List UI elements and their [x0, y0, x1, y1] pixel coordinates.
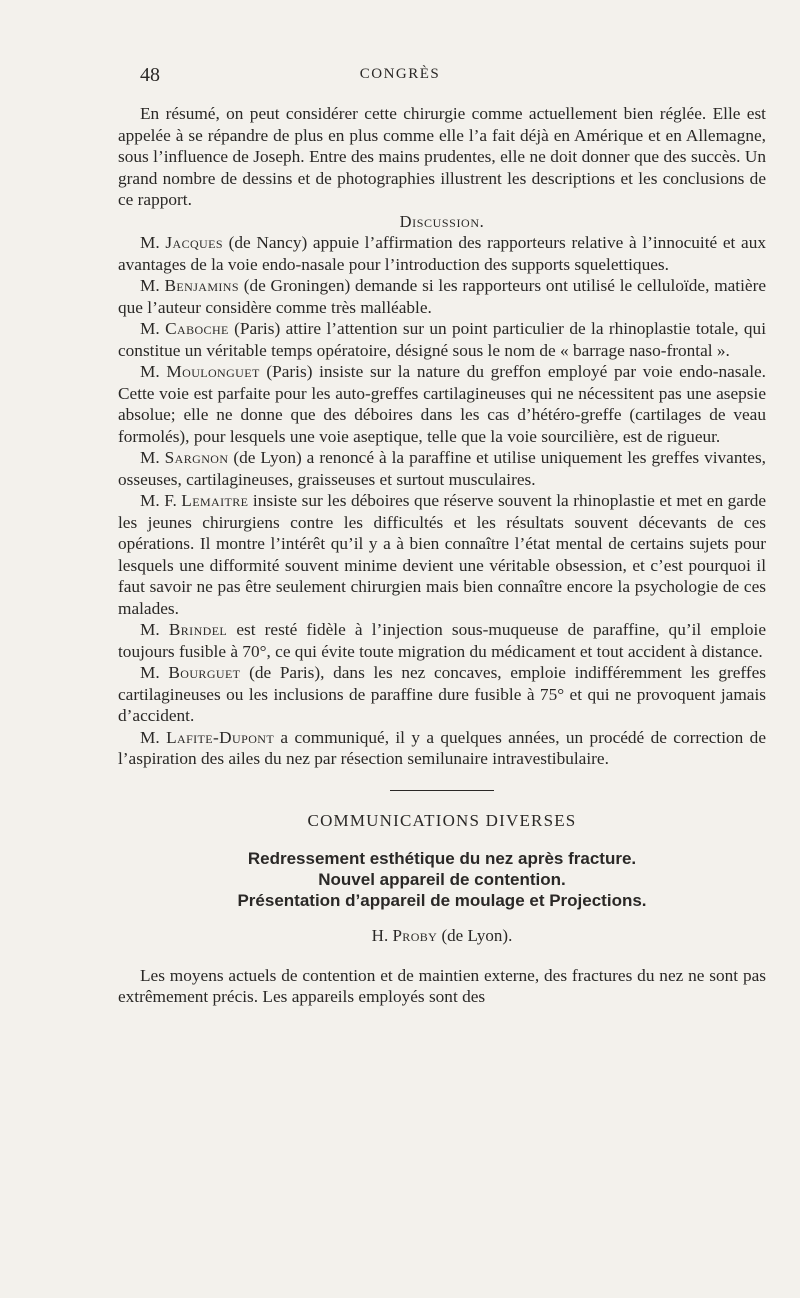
discussion-paragraph	[118, 727, 766, 770]
intro-paragraph: En résumé, on peut considérer cette chirurgie comme actuellement bien réglée. Elle est appelée à se répandre de plus en plus comme elle l’a fait déjà en Amérique et en Allemagne, sous l’influence de Joseph. Entre des mains prudentes, elle ne doit donner que des succès. Un grand nombre de dessins et de photographies illustrent les descriptions et les conclusions de ce rapport.	[118, 104, 766, 209]
discussion-paragraph	[118, 232, 766, 275]
article-author	[118, 925, 766, 947]
speaker-name: Jacques	[165, 233, 223, 252]
discussion-text: (de Lyon) a renoncé à la paraffine et utilise uniquement les greffes vivantes, osseuses, cartilagineuses, graisseuses et surtout musculaires.	[118, 448, 766, 489]
speaker-name: Moulonguet	[166, 362, 260, 381]
author-name: Proby	[392, 925, 438, 945]
discussion-paragraph	[118, 318, 766, 361]
speaker-title: M.	[140, 276, 165, 295]
discussion-paragraph	[118, 361, 766, 447]
speaker-title: M.	[140, 620, 169, 639]
discussion-paragraph	[118, 619, 766, 662]
discussion-paragraph	[118, 662, 766, 727]
speaker-title: M. F.	[140, 491, 182, 510]
article-title-line: Redressement esthétique du nez après fracture.	[247, 848, 637, 868]
discussion-text: (de Groningen) demande si les rapporteurs ont utilisé le celluloïde, matière que l’auteur considère comme très malléable.	[118, 276, 767, 317]
discussion-list	[118, 232, 766, 770]
article-title-line: Présentation d’appareil de moulage et Projections.	[237, 890, 647, 910]
author-initial: H.	[371, 925, 393, 945]
author-place: (de Lyon).	[437, 925, 513, 945]
discussion-paragraph	[118, 490, 766, 619]
speaker-name: Caboche	[165, 319, 229, 338]
discussion-text: a communiqué, il y a quelques années, un procédé de correction de l’aspiration des ailes du nez par résection semilunaire intravestibulaire.	[118, 727, 766, 768]
discussion-heading: Discussion.	[399, 211, 485, 231]
discussion-text: (Paris) attire l’attention sur un point particulier de la rhinoplastie totale, qui constitue un véritable temps opératoire, désigné sous le nom de « barrage naso-frontal ».	[118, 319, 767, 360]
text-column	[118, 103, 766, 1008]
discussion-text: (de Nancy) appuie l’affirmation des rapporteurs relative à l’innocuité et aux avantages de la voie endo-nasale pour l’introduction des supports squelettiques.	[118, 233, 766, 274]
speaker-title: M.	[140, 727, 167, 747]
speaker-name: Sargnon	[164, 448, 229, 467]
speaker-name: Benjamins	[164, 276, 239, 295]
speaker-name: Brindel	[168, 620, 228, 639]
speaker-title: M.	[140, 362, 167, 381]
discussion-text: (Paris) insiste sur la nature du greffon employé par voie endo-nasale. Cette voie est parfaite pour les auto-greffes cartilagineuses qui ne nécessitent pas une asepsie absolue; elle ne donne que des déboires dans les cas d’hétéro-greffe (cartilages de veau formolés), pour lesquels une voie aseptique, telle que la voie sourcilière, est de rigueur.	[118, 362, 766, 446]
speaker-title: M.	[140, 319, 166, 338]
discussion-text: insiste sur les déboires que réserve souvent la rhinoplastie et met en garde les jeunes chirurgiens contre les difficultés et les résultats souvent décevants de ces opérations. Il montre l’intérêt qu’il y a à bien connaître l’état mental de certains sujets pour lesquels une difformité souvent minime devient une véritable obsession, et c’est pourquoi il faut savoir ne pas être seulement chirurgien mais bien connaître encore la psychologie de ces malades.	[118, 491, 767, 618]
discussion-paragraph	[118, 275, 766, 318]
speaker-name: Lafite-Dupont	[166, 727, 275, 747]
running-head: CONGRÈS	[359, 66, 441, 82]
speaker-name: Lemaitre	[181, 491, 249, 510]
discussion-paragraph	[118, 447, 766, 490]
article-body: Les moyens actuels de contention et de maintien externe, des fractures du nez ne sont pas extrêmement précis. Les appareils employés sont des	[118, 965, 766, 1006]
page-header	[140, 64, 660, 90]
speaker-title: M.	[140, 448, 165, 467]
discussion-text: est resté fidèle à l’injection sous-muqueuse de paraffine, qu’il emploie toujours fusible à 70°, ce qui évite toute migration du médicament et tout accident à distance.	[118, 620, 767, 661]
speaker-name: Bourguet	[168, 663, 241, 682]
section-title: COMMUNICATIONS DIVERSES	[307, 810, 577, 830]
page-number: 48	[140, 64, 160, 86]
speaker-title: M.	[140, 233, 166, 252]
article-title-line: Nouvel appareil de contention.	[318, 869, 566, 889]
speaker-title: M.	[140, 663, 169, 682]
section-divider	[390, 790, 494, 791]
discussion-text: (de Paris), dans les nez concaves, emploie indifféremment les greffes cartilagineuses ou les inclusions de paraffine dure fusible à 75° et qui ne provoquent jamais d’accident.	[118, 663, 766, 725]
